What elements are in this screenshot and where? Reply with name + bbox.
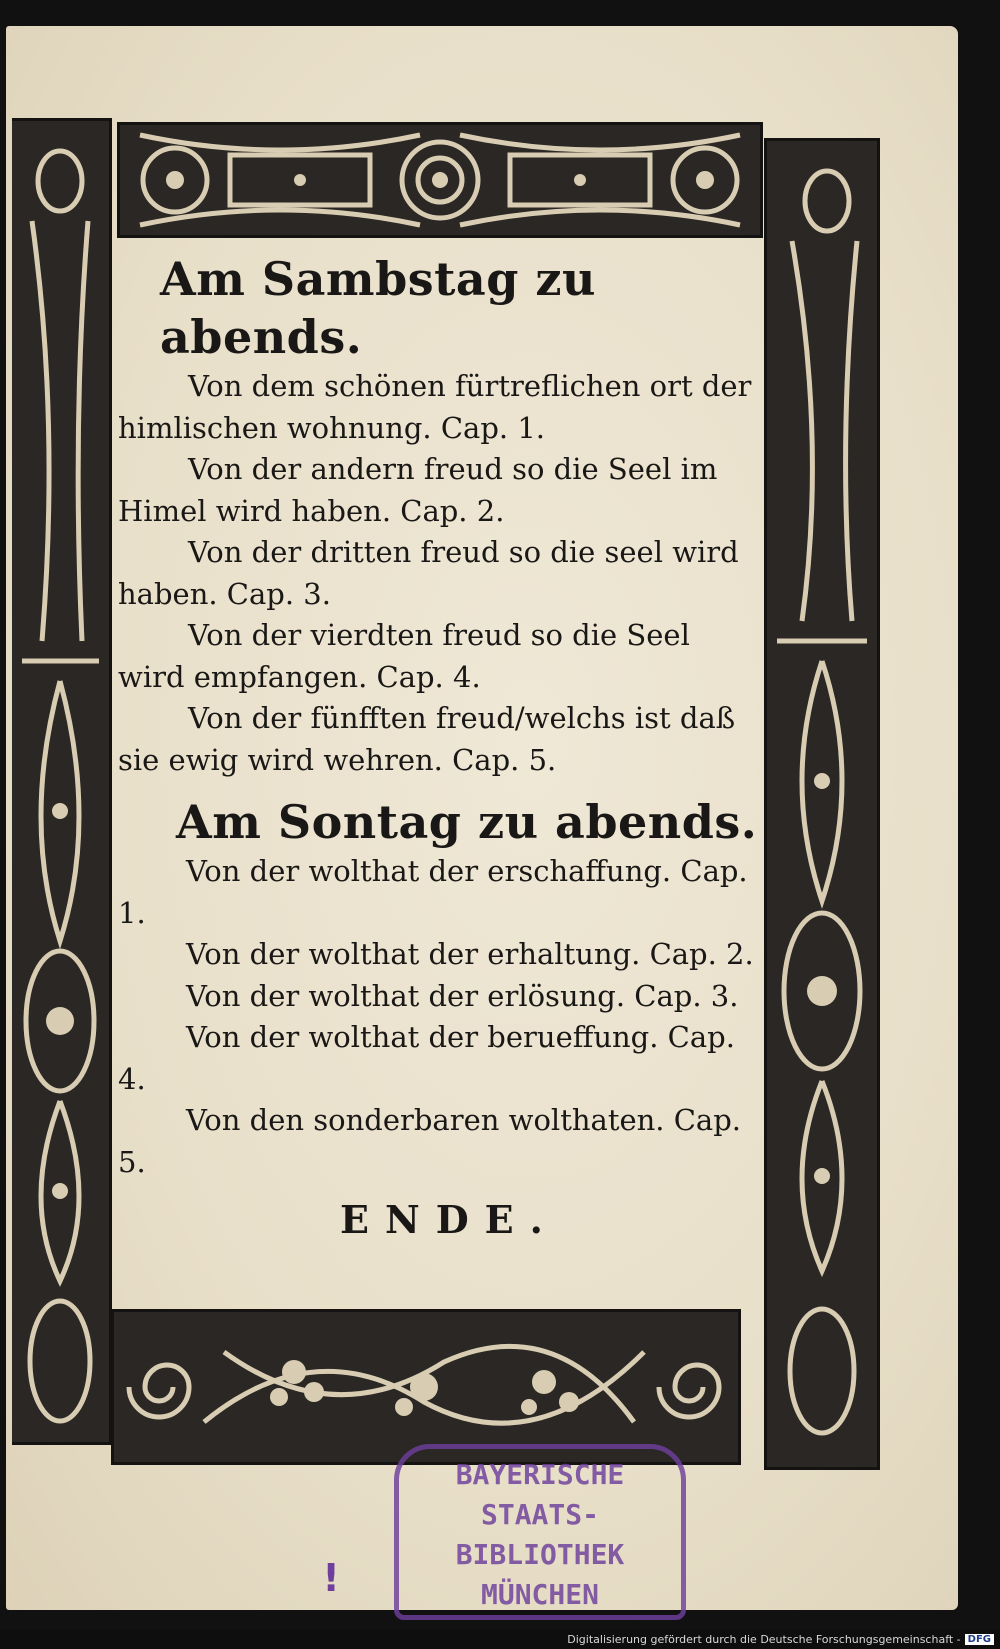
chapter-list — [118, 851, 758, 1183]
chapter-list — [118, 366, 758, 781]
woodcut-border-bottom — [111, 1309, 741, 1465]
stamp-line: BAYERISCHE — [455, 1458, 625, 1491]
section-saturday — [118, 250, 758, 781]
digitization-credit-bar — [0, 1630, 1000, 1649]
chapter-entry: Von der fünfften freud/welchs ist daß sie ewig wird wehren. Cap. 5. — [118, 701, 736, 777]
section-heading: Am Sambstag zu abends. — [160, 252, 596, 364]
chapter-entry: Von der wolthat der berueffung. Cap. 4. — [118, 1020, 735, 1096]
table-of-contents — [118, 250, 758, 1300]
dfg-logo: DFG — [965, 1634, 994, 1645]
chapter-entry: Von dem schönen fürtreflichen ort der himlischen wohnung. Cap. 1. — [118, 369, 752, 445]
chapter-entry: Von der wolthat der erlösung. Cap. 3. — [186, 978, 739, 1013]
woodcut-border-left — [12, 118, 112, 1445]
chapter-entry: Von der dritten freud so die seel wird haben. Cap. 3. — [118, 535, 739, 611]
chapter-entry: Von der vierdten freud so die Seel wird empfangen. Cap. 4. — [118, 618, 690, 694]
book-page — [6, 26, 958, 1610]
section-heading: Am Sontag zu abends. — [176, 795, 758, 849]
stamp-line: STAATS- — [480, 1498, 599, 1531]
chapter-entry: Von der wolthat der erschaffung. Cap. 1. — [118, 854, 748, 930]
library-stamp — [394, 1444, 686, 1620]
woodcut-border-top — [117, 122, 763, 238]
stamp-line: MÜNCHEN — [480, 1578, 599, 1611]
chapter-entry: Von der wolthat der erhaltung. Cap. 2. — [186, 937, 754, 971]
chapter-entry: Von der andern freud so die Seel im Himel wird haben. Cap. 2. — [118, 452, 718, 528]
stamp-line: BIBLIOTHEK — [455, 1538, 625, 1571]
chapter-entry: Von den sonderbaren wolthaten. Cap. 5. — [118, 1103, 742, 1179]
credit-text: Digitalisierung gefördert durch die Deutsche Forschungsgemeinschaft - — [567, 1633, 961, 1646]
section-sunday — [118, 793, 758, 1183]
woodcut-border-right — [764, 138, 880, 1470]
ink-mark-icon: ǃ — [324, 1556, 339, 1600]
ende-closing: ENDE. — [340, 1197, 559, 1242]
